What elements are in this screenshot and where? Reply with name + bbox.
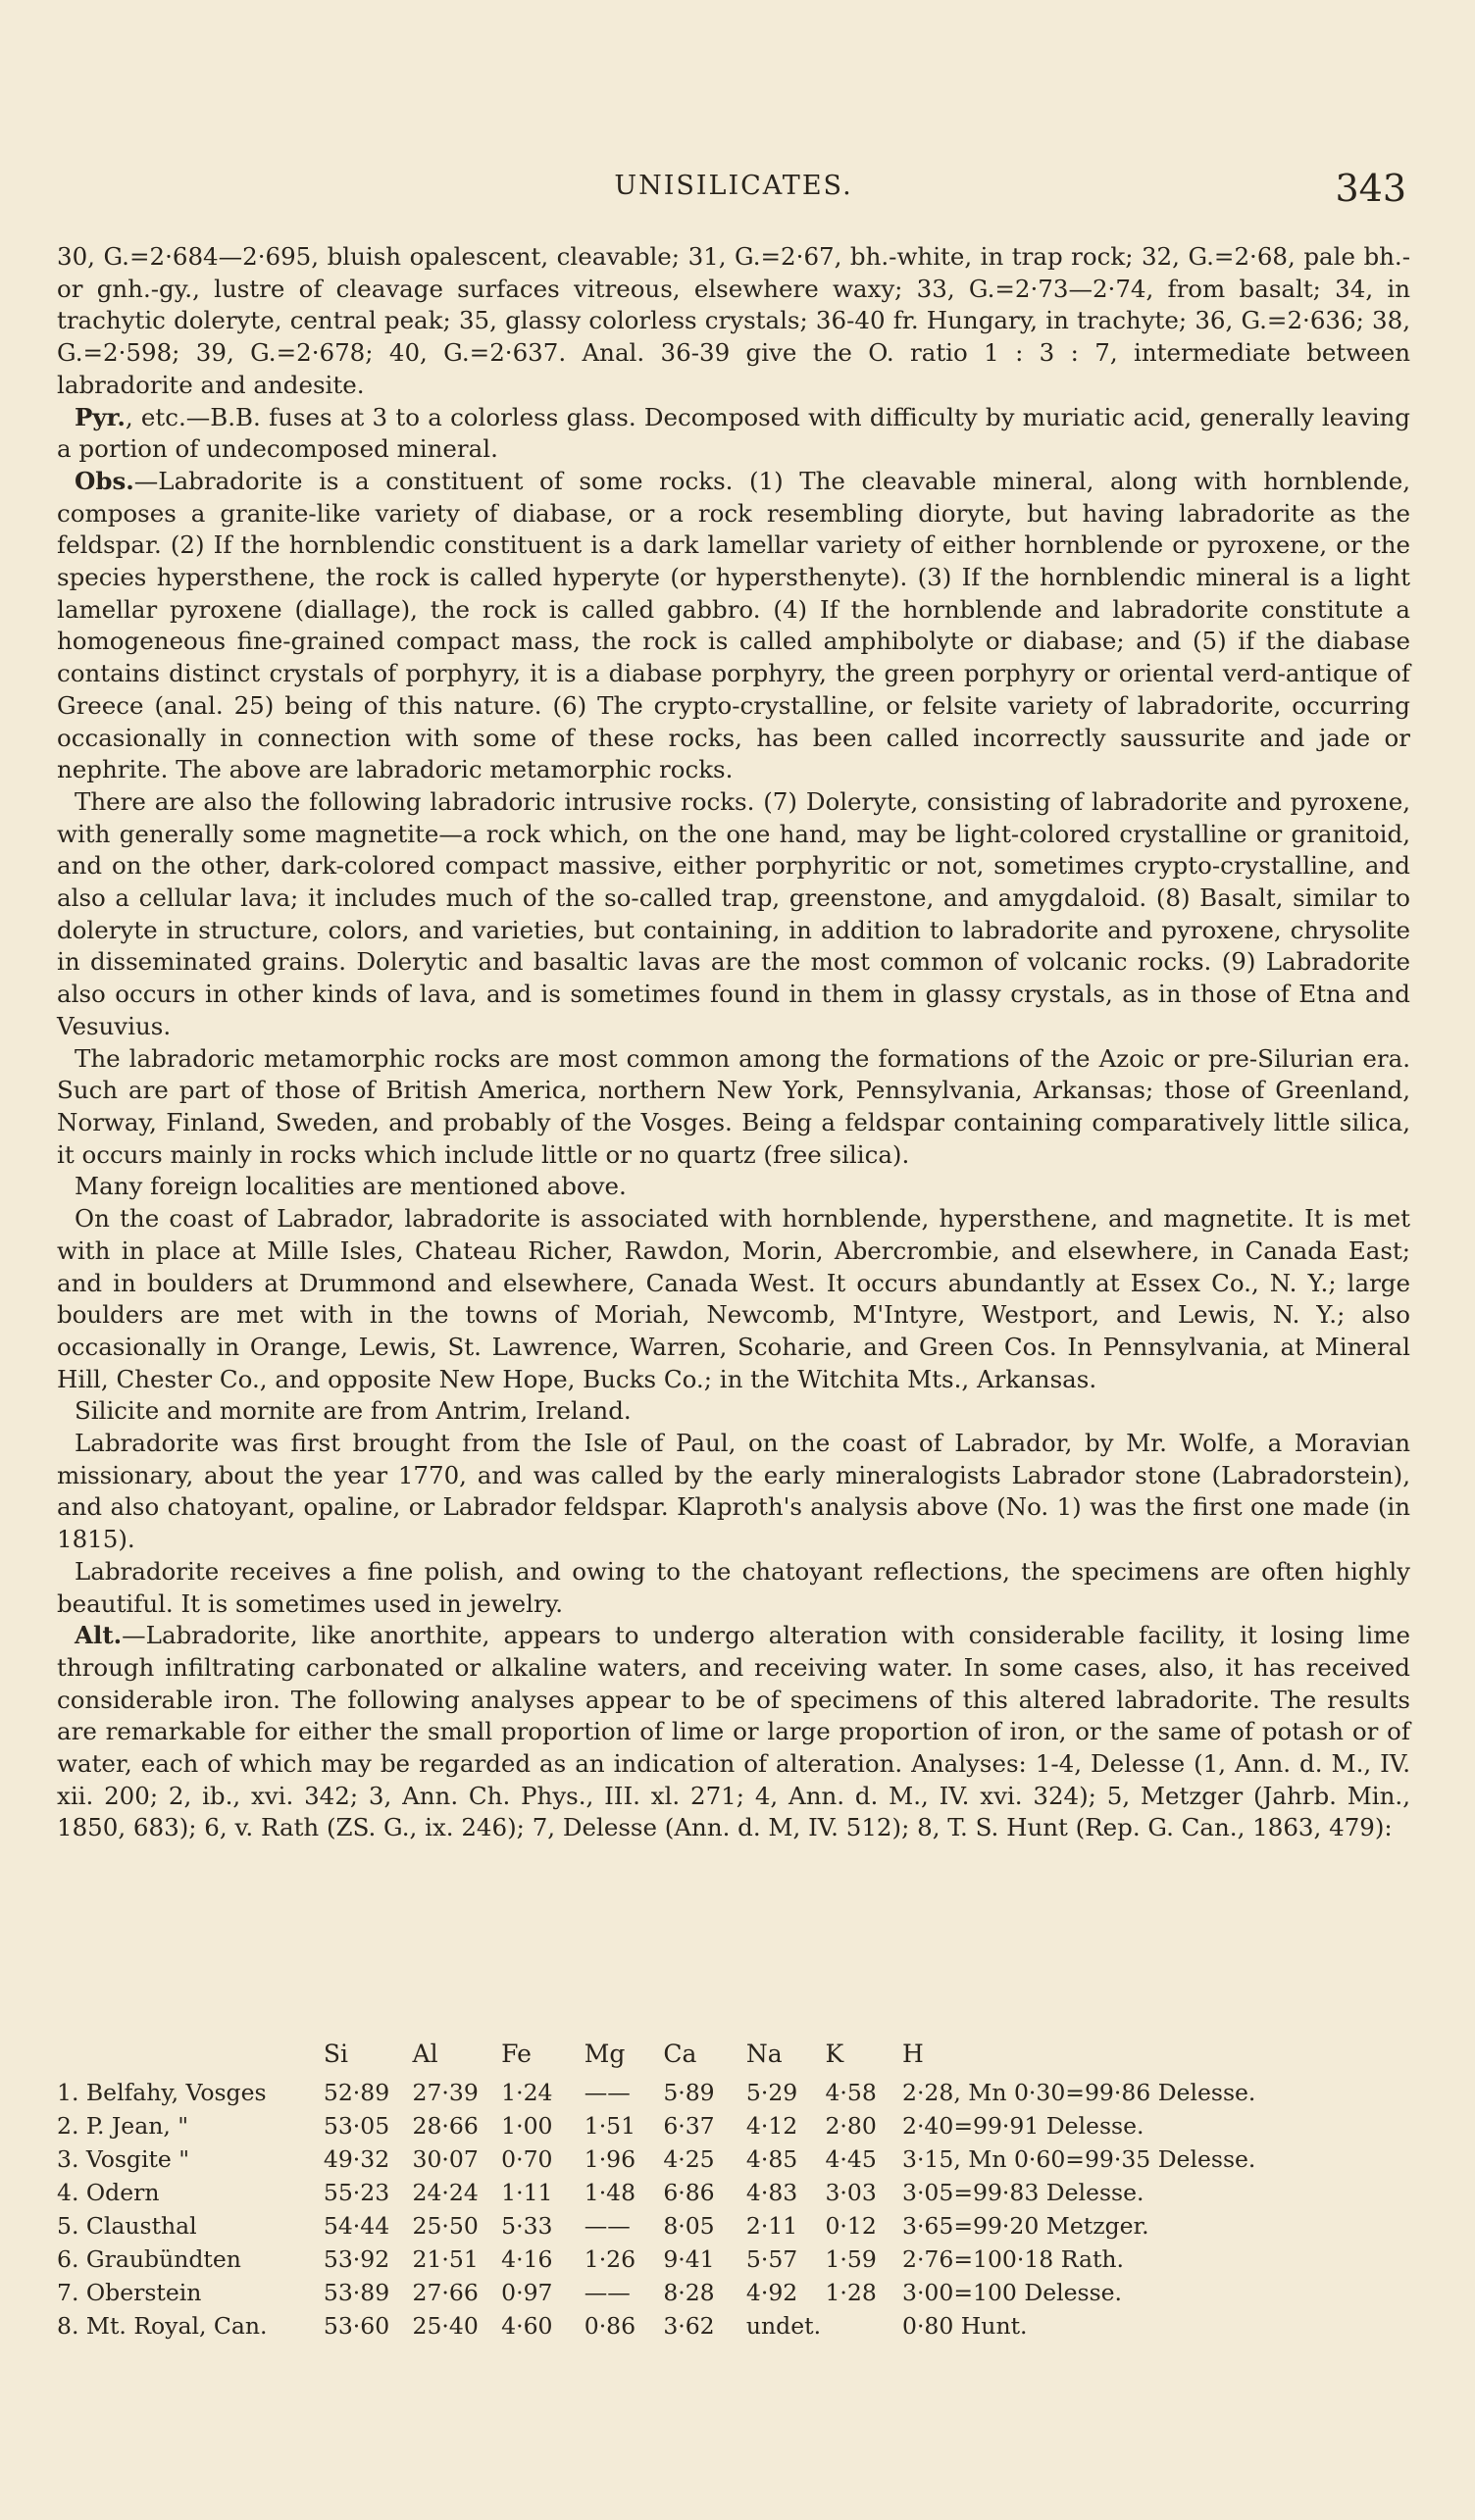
body-text (57, 241, 1410, 1844)
table-row (57, 2145, 1450, 2179)
value-cell: 25·50 (412, 2212, 479, 2240)
paragraph-text: —Labradorite, like anorthite, appears to undergo alteration with considerable facility, it losing lime through infiltrating carbonated or alkaline waters, and receiving water. In some cases, also, it has received considerable iron. The following analyses appear to be of specimens of this altered labradorite. The results are remarkable for either the small proportion of lime or large proportion of iron, or the same of potash or of water, each of which may be regarded as an indication of alteration. Analyses: 1-4, Delesse (1, Ann. d. M., IV. xii. 200; 2, ib., xvi. 342; 3, Ann. Ch. Phys., III. xl. 271; 4, Ann. d. M., IV. xvi. 324); 5, Metzger (Jahrb. Min., 1850, 683); 6, v. Rath (ZS. G., ix. 246); 7, Delesse (Ann. d. M, IV. 512); 8, T. S. Hunt (Rep. G. Can., 1863, 479): (57, 1621, 1410, 1842)
value-cell: 9·41 (663, 2245, 715, 2273)
value-cell: —— (584, 2279, 631, 2306)
value-cell: 55·23 (323, 2179, 390, 2206)
locality-cell: 3. Vosgite " (57, 2145, 190, 2173)
paragraph (57, 402, 1410, 466)
paragraph (57, 1428, 1410, 1556)
value-cell: 1·51 (584, 2112, 636, 2140)
value-cell: 25·40 (412, 2312, 479, 2340)
value-cell: 52·89 (323, 2079, 390, 2106)
locality-cell: 7. Oberstein (57, 2279, 202, 2306)
value-cell: 2·40=99·91 Delesse. (902, 2112, 1144, 2140)
value-cell: 3·15, Mn 0·60=99·35 Delesse. (902, 2145, 1256, 2173)
value-cell: 21·51 (412, 2245, 479, 2273)
value-cell: 30·07 (412, 2145, 479, 2173)
analysis-table (57, 2040, 1450, 2345)
value-cell (825, 2312, 902, 2345)
table-row (57, 2312, 1450, 2345)
table-row (57, 2179, 1450, 2212)
paragraph (57, 1043, 1410, 1172)
value-cell: 53·60 (323, 2312, 390, 2340)
value-cell: 4·16 (501, 2245, 553, 2273)
value-cell: 0·86 (584, 2312, 636, 2340)
locality-cell: 6. Graubündten (57, 2245, 241, 2273)
page-number: 343 (1335, 167, 1406, 210)
value-cell: 3·62 (663, 2312, 715, 2340)
table-body (57, 2079, 1450, 2345)
paragraph-text: Labradorite was first brought from the Isle of Paul, on the coast of Labrador, by Mr. Wolfe, a Moravian missionary, about the year 1770, and was called by the early mineralogists Labrador stone (Labradorstein), and also chatoyant, opaline, or Labrador feldspar. Klaproth's analysis above (No. 1) was the first one made (in 1815). (57, 1429, 1410, 1554)
value-cell: 0·12 (825, 2212, 877, 2240)
paragraph-text: Many foreign localities are mentioned above. (75, 1172, 627, 1201)
paragraph-text: —Labradorite is a constituent of some rocks. (1) The cleavable mineral, along with hornblende, composes a granite-like variety of diabase, or a rock resembling dioryte, but having labradorite as the feldspar. (2) If the hornblendic constituent is a dark lamellar variety of either hornblende or pyroxene, or the species hypersthene, the rock is called hyperyte (or hypersthenyte). (3) If the hornblendic mineral is a light lamellar pyroxene (diallage), the rock is called gabbro. (4) If the hornblende and labradorite constitute a homogeneous fine-grained compact mass, the rock is called amphibolyte or diabase; and (5) if the diabase contains distinct crystals of porphyry, it is a diabase porphyry, the green porphyry or oriental verd-antique of Greece (anal. 25) being of this nature. (6) The crypto-crystalline, or felsite variety of labradorite, occurring occasionally in connection with some of these rocks, has been called incorrectly saussurite and jade or nephrite. The above are labradoric metamorphic rocks. (57, 466, 1410, 784)
paragraph (57, 1203, 1410, 1395)
value-cell: undet. (745, 2312, 822, 2340)
value-cell: 4·92 (745, 2279, 798, 2306)
paragraph-text: Silicite and mornite are from Antrim, Ireland. (75, 1396, 632, 1426)
value-cell: 27·66 (412, 2279, 479, 2306)
value-cell: 1·59 (825, 2245, 877, 2273)
paragraph (57, 241, 1410, 402)
paragraph-text: The labradoric metamorphic rocks are most common among the formations of the Azoic or pre-Silurian era. Such are part of those of British America, northern New York, Pennsylvania, Arkansas; those of Greenland, Norway, Finland, Sweden, and probably of the Vosges. Being a feldspar containing comparatively little silica, it occurs mainly in rocks which include little or no quartz (free silica). (57, 1043, 1410, 1169)
value-cell: 5·89 (663, 2079, 715, 2106)
value-cell: —— (584, 2079, 631, 2106)
value-cell: 0·70 (501, 2145, 553, 2173)
paragraph-text: There are also the following labradoric intrusive rocks. (7) Doleryte, consisting of labradorite and pyroxene, with generally some magnetite—a rock which, on the one hand, may be light-colored crystalline or granitoid, and on the other, dark-colored compact massive, either porphyritic or not, sometimes crypto-crystalline, and also a cellular lava; it includes much of the so-called trap, greenstone, and amygdaloid. (8) Basalt, similar to doleryte in structure, colors, and varieties, but containing, in addition to labradorite and pyroxene, chrysolite in disseminated grains. Dolerytic and basaltic lavas are the most common of volcanic rocks. (9) Labradorite also occurs in other kinds of lava, and is sometimes found in them in glassy crystals, as in those of Etna and Vesuvius. (57, 786, 1410, 1040)
locality-cell: 1. Belfahy, Vosges (57, 2079, 267, 2106)
value-cell: 3·00=100 Delesse. (902, 2279, 1123, 2306)
paragraph-text: 30, G.=2·684—2·695, bluish opalescent, cleavable; 31, G.=2·67, bh.-white, in trap rock; 32, G.=2·68, pale bh.- or gnh.-gy., lustre of cleavage surfaces vitreous, elsewhere waxy; 33, G.=2·73—2·74, from basalt; 34, in trachytic doleryte, central peak; 35, glassy colorless crystals; 36-40 fr. Hungary, in trachyte; 36, G.=2·636; 38, G.=2·598; 39, G.=2·678; 40, G.=2·637. Anal. 36-39 give the O. ratio 1 : 3 : 7, intermediate between labradorite and andesite. (57, 242, 1410, 399)
value-cell: 4·83 (745, 2179, 798, 2206)
value-cell: 1·11 (501, 2179, 553, 2206)
column-header (57, 2040, 324, 2079)
table-row (57, 2279, 1450, 2312)
paragraph (57, 1556, 1410, 1620)
value-cell: 27·39 (412, 2079, 479, 2106)
locality-cell: 4. Odern (57, 2179, 160, 2206)
value-cell: 4·12 (745, 2112, 798, 2140)
value-cell: 5·33 (501, 2212, 553, 2240)
value-cell: 6·37 (663, 2112, 715, 2140)
table-row (57, 2212, 1450, 2245)
value-cell: 1·24 (501, 2079, 553, 2106)
value-cell: 0·97 (501, 2279, 553, 2306)
locality-cell: 8. Mt. Royal, Can. (57, 2312, 268, 2340)
locality-cell: 2. P. Jean, " (57, 2112, 189, 2140)
column-header: K (825, 2040, 844, 2068)
value-cell: 0·80 Hunt. (902, 2312, 1028, 2340)
value-cell: 4·25 (663, 2145, 715, 2173)
column-header: Si (323, 2040, 349, 2068)
value-cell: 1·00 (501, 2112, 553, 2140)
value-cell: 28·66 (412, 2112, 479, 2140)
value-cell: 4·60 (501, 2312, 553, 2340)
value-cell: 2·80 (825, 2112, 877, 2140)
paragraph-label: Alt. (75, 1621, 123, 1650)
value-cell: 4·58 (825, 2079, 877, 2106)
value-cell: 49·32 (323, 2145, 390, 2173)
value-cell: 53·92 (323, 2245, 390, 2273)
value-cell: 3·65=99·20 Metzger. (902, 2212, 1149, 2240)
table-row (57, 2112, 1450, 2145)
value-cell: —— (584, 2212, 631, 2240)
paragraph (57, 786, 1410, 1043)
value-cell: 3·03 (825, 2179, 877, 2206)
value-cell: 3·05=99·83 Delesse. (902, 2179, 1144, 2206)
paragraph (57, 466, 1410, 786)
paragraph (57, 1171, 1410, 1203)
value-cell: 4·45 (825, 2145, 877, 2173)
value-cell: 5·29 (745, 2079, 798, 2106)
value-cell: 1·28 (825, 2279, 877, 2306)
paragraph-label: Pyr. (75, 402, 126, 431)
column-header: Ca (663, 2040, 697, 2068)
value-cell: 1·26 (584, 2245, 636, 2273)
paragraph (57, 1395, 1410, 1428)
paragraph-label: Obs. (75, 466, 134, 495)
paragraph-text: , etc.—B.B. fuses at 3 to a colorless glass. Decomposed with difficulty by muriatic acid, generally leaving a portion of undecomposed mineral. (57, 402, 1410, 464)
value-cell: 2·11 (745, 2212, 798, 2240)
column-header: H (902, 2040, 924, 2068)
column-header: Mg (584, 2040, 626, 2068)
book-page (57, 0, 1410, 2520)
value-cell: 1·96 (584, 2145, 636, 2173)
running-title: UNISILICATES. (614, 171, 853, 201)
value-cell: 6·86 (663, 2179, 715, 2206)
page-header (57, 167, 1410, 216)
value-cell: 54·44 (323, 2212, 390, 2240)
column-header: Fe (501, 2040, 532, 2068)
value-cell: 53·89 (323, 2279, 390, 2306)
value-cell: 8·05 (663, 2212, 715, 2240)
table-row (57, 2245, 1450, 2279)
table-header-row (57, 2040, 1450, 2079)
value-cell: 1·48 (584, 2179, 636, 2206)
value-cell: 24·24 (412, 2179, 479, 2206)
table-row (57, 2079, 1450, 2112)
value-cell: 8·28 (663, 2279, 715, 2306)
value-cell: 2·28, Mn 0·30=99·86 Delesse. (902, 2079, 1256, 2106)
value-cell: 4·85 (745, 2145, 798, 2173)
paragraph-text: On the coast of Labrador, labradorite is associated with hornblende, hypersthene, and magnetite. It is met with in place at Mille Isles, Chateau Richer, Rawdon, Morin, Abercrombie, and elsewhere, in Canada East; and in boulders at Drummond and elsewhere, Canada West. It occurs abundantly at Essex Co., N. Y.; large boulders are met with in the towns of Moriah, Newcomb, M'Intyre, Westport, and Lewis, N. Y.; also occasionally in Orange, Lewis, St. Lawrence, Warren, Scoharie, and Green Cos. In Pennsylvania, at Mineral Hill, Chester Co., and opposite New Hope, Bucks Co.; in the Witchita Mts., Arkansas. (57, 1204, 1410, 1393)
column-header: Na (745, 2040, 783, 2068)
paragraph (57, 1620, 1410, 1844)
value-cell: 5·57 (745, 2245, 798, 2273)
locality-cell: 5. Clausthal (57, 2212, 197, 2240)
value-cell: 53·05 (323, 2112, 390, 2140)
paragraph-text: Labradorite receives a fine polish, and owing to the chatoyant reflections, the specimens are often highly beautiful. It is sometimes used in jewelry. (57, 1556, 1410, 1618)
column-header: Al (412, 2040, 438, 2068)
value-cell: 2·76=100·18 Rath. (902, 2245, 1125, 2273)
